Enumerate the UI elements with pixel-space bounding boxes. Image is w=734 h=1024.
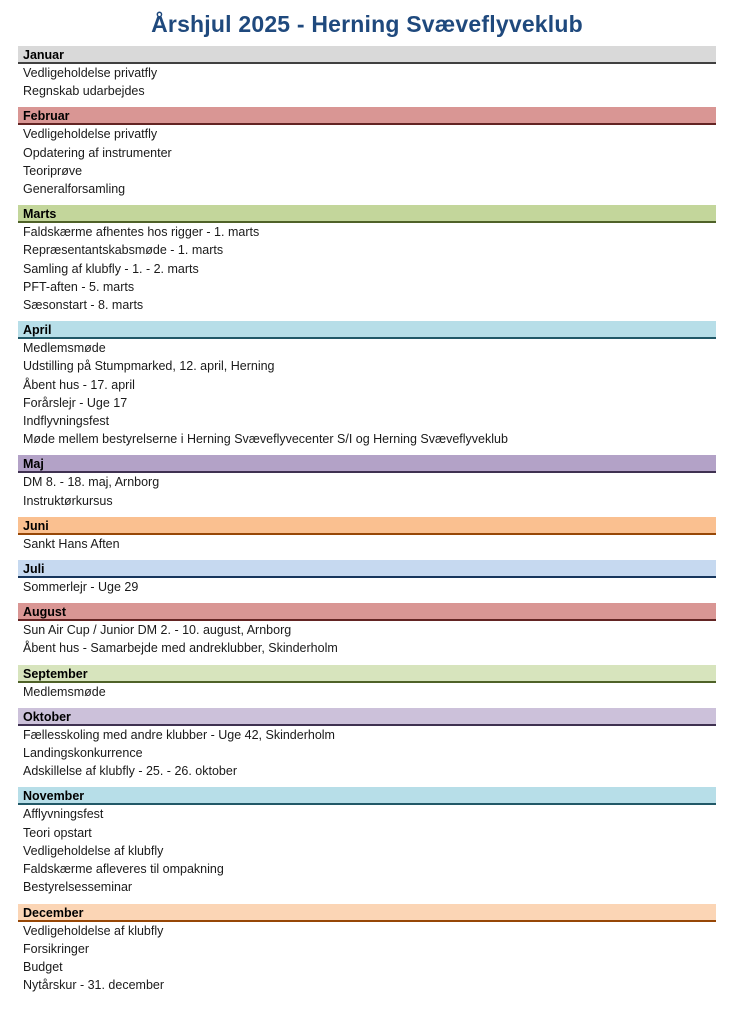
event-item: Forsikringer <box>23 941 89 956</box>
event-item: Faldskærme afhentes hos rigger - 1. marts <box>23 225 260 240</box>
event-item: Sankt Hans Aften <box>23 536 120 551</box>
event-item: Vedligeholdelse privatfly <box>23 66 158 80</box>
event-item: Medlemsmøde <box>23 684 106 699</box>
month-header: Maj <box>18 455 716 473</box>
event-item: Adskillelse af klubfly - 25. - 26. oktober <box>23 764 237 779</box>
event-item: Teori opstart <box>23 825 92 840</box>
event-item: Fællesskoling med andre klubber - Uge 42, Skinderholm <box>23 727 335 742</box>
event-item: Indflyvningsfest <box>23 414 110 429</box>
event-item: Vedligeholdelse privatfly <box>23 127 158 142</box>
month-header: Januar <box>18 46 716 64</box>
event-item: Instruktørkursus <box>23 493 113 508</box>
event-item: Samling af klubfly - 1. - 2. marts <box>23 261 199 276</box>
month-header: Juni <box>18 517 716 535</box>
month-header: December <box>18 904 716 922</box>
month-header: September <box>18 665 716 683</box>
event-item: Sæsonstart - 8. marts <box>23 298 144 313</box>
event-item: Generalforsamling <box>23 182 126 197</box>
event-item: Repræsentantskabsmøde - 1. marts <box>23 243 224 258</box>
event-item: Opdatering af instrumenter <box>23 145 172 160</box>
event-item: Forårslejr - Uge 17 <box>23 395 128 410</box>
event-item: Medlemsmøde <box>23 341 106 356</box>
event-item: Åbent hus - Samarbejde med andreklubber, Skinderholm <box>23 641 338 656</box>
page-title: Årshjul 2025 - Herning Svæveflyveklub <box>151 11 583 37</box>
event-item: Vedligeholdelse af klubfly <box>23 923 164 938</box>
month-section <box>18 321 716 448</box>
month-header: Oktober <box>18 708 716 726</box>
month-section <box>18 787 716 896</box>
month-section <box>18 560 716 596</box>
event-item: Landingskonkurrence <box>23 746 143 761</box>
event-item: Teoriprøve <box>23 163 83 178</box>
event-item: Budget <box>23 959 63 974</box>
event-item: Åbent hus - 17. april <box>23 377 135 392</box>
event-item: Møde mellem bestyrelserne i Herning Svæveflyvecenter S/I og Herning Svæveflyveklub <box>23 432 508 447</box>
month-section <box>18 904 716 995</box>
event-item: PFT-aften - 5. marts <box>23 279 135 294</box>
month-section <box>18 708 716 781</box>
month-header: Juli <box>18 560 716 578</box>
event-item: Bestyrelsesseminar <box>23 880 133 895</box>
event-item: Afflyvningsfest <box>23 807 104 822</box>
month-section <box>18 517 716 553</box>
month-section <box>18 665 716 701</box>
month-header: August <box>18 603 716 621</box>
month-section <box>18 46 716 100</box>
event-item: Faldskærme afleveres til ompakning <box>23 862 224 877</box>
event-item: Nytårskur - 31. december <box>23 978 165 993</box>
month-section <box>18 107 716 198</box>
event-item: Vedligeholdelse af klubfly <box>23 843 164 858</box>
event-item: Udstilling på Stumpmarked, 12. april, Herning <box>23 359 275 374</box>
months-list <box>18 46 716 994</box>
event-item: Sun Air Cup / Junior DM 2. - 10. august, Arnborg <box>23 623 292 638</box>
month-header: April <box>18 321 716 339</box>
month-section <box>18 205 716 314</box>
month-header: November <box>18 787 716 805</box>
month-header: Februar <box>18 107 716 125</box>
event-item: DM 8. - 18. maj, Arnborg <box>23 475 160 490</box>
month-section <box>18 455 716 509</box>
month-header: Marts <box>18 205 716 223</box>
event-item: Regnskab udarbejdes <box>23 84 145 99</box>
event-item: Sommerlejr - Uge 29 <box>23 580 139 595</box>
month-section <box>18 603 716 657</box>
